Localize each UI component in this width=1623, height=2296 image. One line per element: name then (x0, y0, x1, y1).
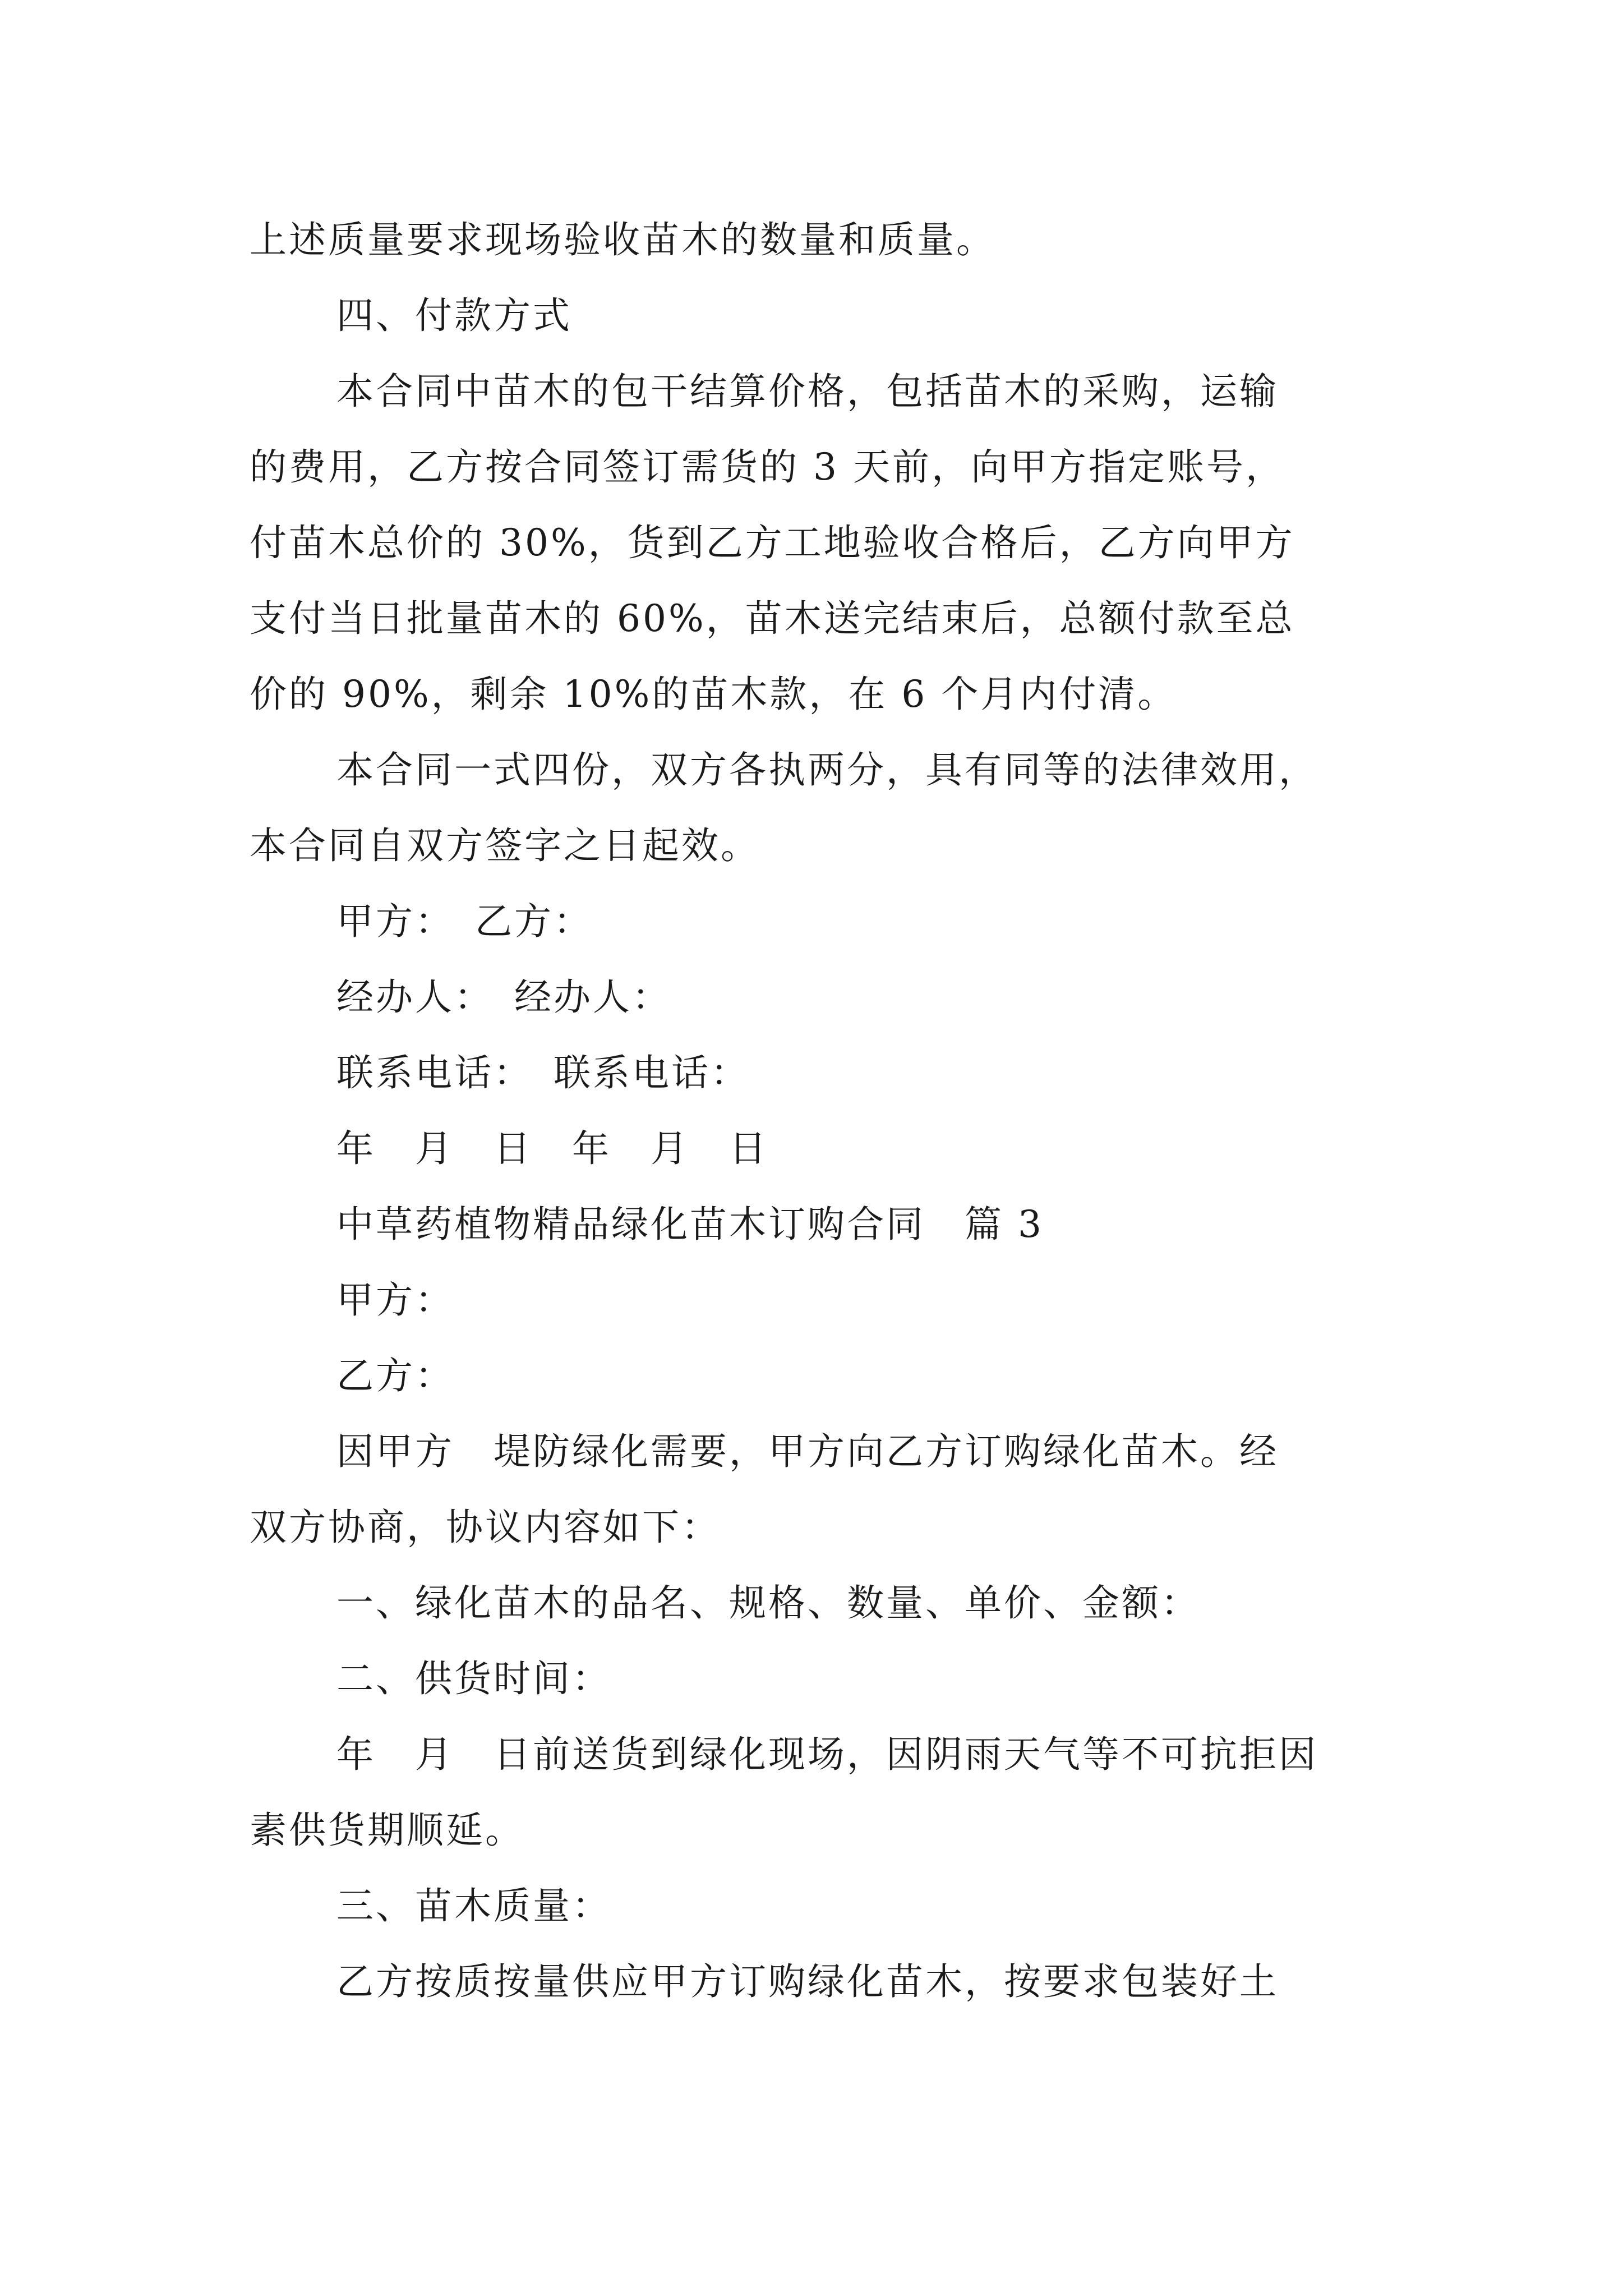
text-line: 支付当日批量苗木的 60%，苗木送完结束后，总额付款至总 (250, 597, 1295, 640)
text-line: 本合同一式四份，双方各执两分，具有同等的法律效用， (336, 748, 1318, 792)
signature-date-line: 年 月 日 年 月 日 (336, 1127, 768, 1170)
text-line: 年 月 日前送货到绿化现场，因阴雨天气等不可抗拒因 (336, 1733, 1318, 1776)
signature-phone-line: 联系电话： 联系电话： (336, 1051, 750, 1094)
text-line: 价的 90%，剩余 10%的苗木款，在 6 个月内付清。 (250, 673, 1177, 716)
section-heading: 三、苗木质量： (336, 1884, 611, 1927)
text-line: 本合同自双方签字之日起效。 (250, 824, 760, 867)
contract-title: 中草药植物精品绿化苗木订购合同 篇 3 (336, 1203, 1044, 1246)
party-b-line: 乙方： (336, 1354, 454, 1397)
text-line: 本合同中苗木的包干结算价格，包括苗木的采购，运输 (336, 370, 1279, 413)
section-heading: 一、绿化苗木的品名、规格、数量、单价、金额： (336, 1581, 1200, 1625)
signature-agent-line: 经办人： 经办人： (336, 976, 671, 1019)
section-heading: 二、供货时间： (336, 1657, 611, 1700)
text-line: 双方协商，协议内容如下： (250, 1506, 721, 1549)
text-line: 素供货期顺延。 (250, 1809, 524, 1852)
text-line: 因甲方 堤防绿化需要，甲方向乙方订购绿化苗木。经 (336, 1430, 1279, 1473)
party-a-line: 甲方： (336, 1278, 454, 1322)
signature-party-line: 甲方： 乙方： (336, 900, 593, 943)
text-line: 的费用，乙方按合同签订需货的 3 天前，向甲方指定账号， (250, 445, 1285, 489)
text-line: 付苗木总价的 30%，货到乙方工地验收合格后，乙方向甲方 (250, 521, 1295, 564)
text-line: 上述质量要求现场验收苗木的数量和质量。 (250, 218, 995, 261)
section-heading: 四、付款方式 (336, 294, 572, 337)
text-line: 乙方按质按量供应甲方订购绿化苗木，按要求包装好土 (336, 1960, 1279, 2003)
